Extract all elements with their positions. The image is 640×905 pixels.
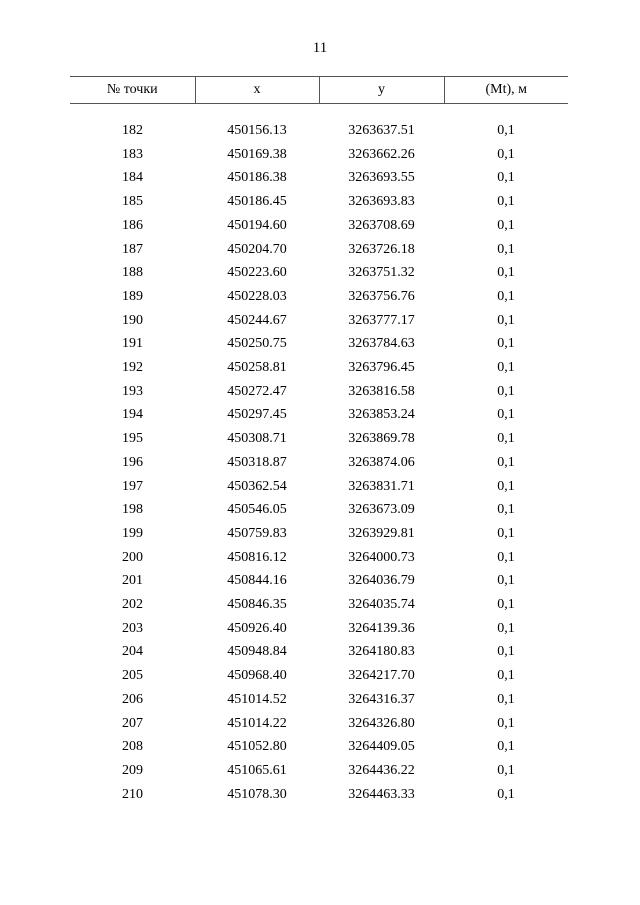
cell-y: 3263751.32 bbox=[348, 265, 415, 281]
cell-x: 450816.12 bbox=[227, 549, 287, 565]
cell-y: 3264217.70 bbox=[348, 668, 415, 684]
table-row bbox=[70, 712, 568, 736]
cell-mt: 0,1 bbox=[497, 644, 515, 660]
cell-x: 450318.87 bbox=[227, 454, 287, 470]
cell-x: 451065.61 bbox=[227, 762, 287, 778]
cell-point-number: 202 bbox=[122, 597, 143, 613]
cell-x: 451014.22 bbox=[227, 715, 287, 731]
cell-mt: 0,1 bbox=[497, 288, 515, 304]
cell-point-number: 188 bbox=[122, 265, 143, 281]
cell-point-number: 208 bbox=[122, 739, 143, 755]
table-row bbox=[70, 166, 568, 190]
header-x: x bbox=[195, 77, 319, 104]
table-row bbox=[70, 261, 568, 285]
header-y: y bbox=[319, 77, 444, 104]
cell-point-number: 193 bbox=[122, 383, 143, 399]
cell-y: 3263708.69 bbox=[348, 217, 415, 233]
cell-y: 3263662.26 bbox=[348, 146, 415, 162]
cell-point-number: 197 bbox=[122, 478, 143, 494]
cell-mt: 0,1 bbox=[497, 217, 515, 233]
cell-mt: 0,1 bbox=[497, 573, 515, 589]
cell-y: 3263874.06 bbox=[348, 454, 415, 470]
cell-point-number: 206 bbox=[122, 691, 143, 707]
cell-mt: 0,1 bbox=[497, 194, 515, 210]
cell-y: 3264036.79 bbox=[348, 573, 415, 589]
cell-y: 3264463.33 bbox=[348, 786, 415, 802]
cell-point-number: 204 bbox=[122, 644, 143, 660]
table-row bbox=[70, 356, 568, 380]
cell-point-number: 200 bbox=[122, 549, 143, 565]
cell-y: 3263726.18 bbox=[348, 241, 415, 257]
cell-mt: 0,1 bbox=[497, 739, 515, 755]
cell-mt: 0,1 bbox=[497, 478, 515, 494]
cell-point-number: 209 bbox=[122, 762, 143, 778]
cell-x: 450186.38 bbox=[227, 170, 287, 186]
table-spacer bbox=[70, 104, 568, 120]
cell-x: 450759.83 bbox=[227, 525, 287, 541]
cell-y: 3263693.55 bbox=[348, 170, 415, 186]
cell-mt: 0,1 bbox=[497, 146, 515, 162]
cell-y: 3263929.81 bbox=[348, 525, 415, 541]
cell-y: 3263777.17 bbox=[348, 312, 415, 328]
cell-mt: 0,1 bbox=[497, 715, 515, 731]
cell-y: 3263796.45 bbox=[348, 360, 415, 376]
cell-point-number: 210 bbox=[122, 786, 143, 802]
cell-point-number: 194 bbox=[122, 407, 143, 423]
cell-point-number: 184 bbox=[122, 170, 143, 186]
table-row bbox=[70, 546, 568, 570]
table-row bbox=[70, 688, 568, 712]
cell-point-number: 203 bbox=[122, 620, 143, 636]
cell-x: 450169.38 bbox=[227, 146, 287, 162]
cell-y: 3264035.74 bbox=[348, 597, 415, 613]
cell-point-number: 196 bbox=[122, 454, 143, 470]
table-row bbox=[70, 214, 568, 238]
cell-mt: 0,1 bbox=[497, 123, 515, 138]
cell-point-number: 183 bbox=[122, 146, 143, 162]
cell-mt: 0,1 bbox=[497, 265, 515, 281]
cell-y: 3263816.58 bbox=[348, 383, 415, 399]
cell-y: 3264326.80 bbox=[348, 715, 415, 731]
cell-mt: 0,1 bbox=[497, 597, 515, 613]
cell-x: 450204.70 bbox=[227, 241, 287, 257]
cell-x: 450926.40 bbox=[227, 620, 287, 636]
cell-mt: 0,1 bbox=[497, 549, 515, 565]
cell-mt: 0,1 bbox=[497, 525, 515, 541]
cell-mt: 0,1 bbox=[497, 407, 515, 423]
table-row bbox=[70, 522, 568, 546]
table-row bbox=[70, 309, 568, 333]
cell-point-number: 187 bbox=[122, 241, 143, 257]
cell-y: 3264000.73 bbox=[348, 549, 415, 565]
cell-x: 450308.71 bbox=[227, 431, 287, 447]
cell-mt: 0,1 bbox=[497, 668, 515, 684]
cell-y: 3263756.76 bbox=[348, 288, 415, 304]
cell-x: 451078.30 bbox=[227, 786, 287, 802]
cell-mt: 0,1 bbox=[497, 170, 515, 186]
cell-x: 450186.45 bbox=[227, 194, 287, 210]
table-row bbox=[70, 735, 568, 759]
cell-mt: 0,1 bbox=[497, 620, 515, 636]
table-row bbox=[70, 593, 568, 617]
table-row bbox=[70, 640, 568, 664]
cell-mt: 0,1 bbox=[497, 691, 515, 707]
cell-mt: 0,1 bbox=[497, 360, 515, 376]
cell-point-number: 192 bbox=[122, 360, 143, 376]
cell-y: 3263853.24 bbox=[348, 407, 415, 423]
table-row bbox=[70, 427, 568, 451]
table-row bbox=[70, 332, 568, 356]
cell-point-number: 199 bbox=[122, 525, 143, 541]
cell-y: 3263673.09 bbox=[348, 502, 415, 518]
cell-mt: 0,1 bbox=[497, 241, 515, 257]
cell-x: 451052.80 bbox=[227, 739, 287, 755]
cell-x: 450244.67 bbox=[227, 312, 287, 328]
table-row bbox=[70, 238, 568, 262]
cell-x: 450546.05 bbox=[227, 502, 287, 518]
table-header-row bbox=[70, 77, 568, 104]
cell-mt: 0,1 bbox=[497, 383, 515, 399]
table-row bbox=[70, 498, 568, 522]
cell-point-number: 185 bbox=[122, 194, 143, 210]
cell-y: 3264436.22 bbox=[348, 762, 415, 778]
cell-x: 451014.52 bbox=[227, 691, 287, 707]
table-row bbox=[70, 119, 568, 143]
cell-point-number: 201 bbox=[122, 573, 143, 589]
cell-x: 450844.16 bbox=[227, 573, 287, 589]
cell-point-number: 189 bbox=[122, 288, 143, 304]
cell-point-number: 207 bbox=[122, 715, 143, 731]
cell-y: 3263869.78 bbox=[348, 431, 415, 447]
table-row bbox=[70, 569, 568, 593]
cell-mt: 0,1 bbox=[497, 336, 515, 352]
table-row bbox=[70, 783, 568, 807]
cell-y: 3263831.71 bbox=[348, 478, 415, 494]
cell-x: 450846.35 bbox=[227, 597, 287, 613]
cell-x: 450223.60 bbox=[227, 265, 287, 281]
cell-mt: 0,1 bbox=[497, 502, 515, 518]
cell-mt: 0,1 bbox=[497, 312, 515, 328]
cell-x: 450258.81 bbox=[227, 360, 287, 376]
cell-point-number: 190 bbox=[122, 312, 143, 328]
cell-x: 450297.45 bbox=[227, 407, 287, 423]
table-row bbox=[70, 451, 568, 475]
cell-x: 450194.60 bbox=[227, 217, 287, 233]
table-row bbox=[70, 759, 568, 783]
cell-x: 450250.75 bbox=[227, 336, 287, 352]
cell-point-number: 186 bbox=[122, 217, 143, 233]
cell-y: 3263784.63 bbox=[348, 336, 415, 352]
cell-y: 3263637.51 bbox=[348, 123, 415, 138]
cell-x: 450948.84 bbox=[227, 644, 287, 660]
cell-x: 450156.13 bbox=[227, 123, 287, 138]
table-row bbox=[70, 403, 568, 427]
header-mt: (Mt), м bbox=[444, 77, 568, 104]
page-number: 11 bbox=[312, 40, 328, 56]
cell-y: 3264316.37 bbox=[348, 691, 415, 707]
cell-mt: 0,1 bbox=[497, 431, 515, 447]
cell-mt: 0,1 bbox=[497, 786, 515, 802]
cell-y: 3263693.83 bbox=[348, 194, 415, 210]
table-row bbox=[70, 380, 568, 404]
header-point-number: № точки bbox=[70, 77, 195, 104]
table-body bbox=[70, 104, 568, 807]
table-row bbox=[70, 190, 568, 214]
table-row bbox=[70, 285, 568, 309]
coordinates-table bbox=[70, 76, 568, 806]
table-row bbox=[70, 475, 568, 499]
cell-y: 3264139.36 bbox=[348, 620, 415, 636]
cell-x: 450362.54 bbox=[227, 478, 287, 494]
cell-x: 450228.03 bbox=[227, 288, 287, 304]
table-row bbox=[70, 143, 568, 167]
cell-point-number: 195 bbox=[122, 431, 143, 447]
cell-mt: 0,1 bbox=[497, 762, 515, 778]
cell-point-number: 191 bbox=[122, 336, 143, 352]
cell-point-number: 182 bbox=[122, 123, 143, 138]
cell-y: 3264180.83 bbox=[348, 644, 415, 660]
cell-x: 450272.47 bbox=[227, 383, 287, 399]
cell-y: 3264409.05 bbox=[348, 739, 415, 755]
cell-point-number: 198 bbox=[122, 502, 143, 518]
table-row bbox=[70, 617, 568, 641]
cell-point-number: 205 bbox=[122, 668, 143, 684]
cell-mt: 0,1 bbox=[497, 454, 515, 470]
cell-x: 450968.40 bbox=[227, 668, 287, 684]
table-row bbox=[70, 664, 568, 688]
